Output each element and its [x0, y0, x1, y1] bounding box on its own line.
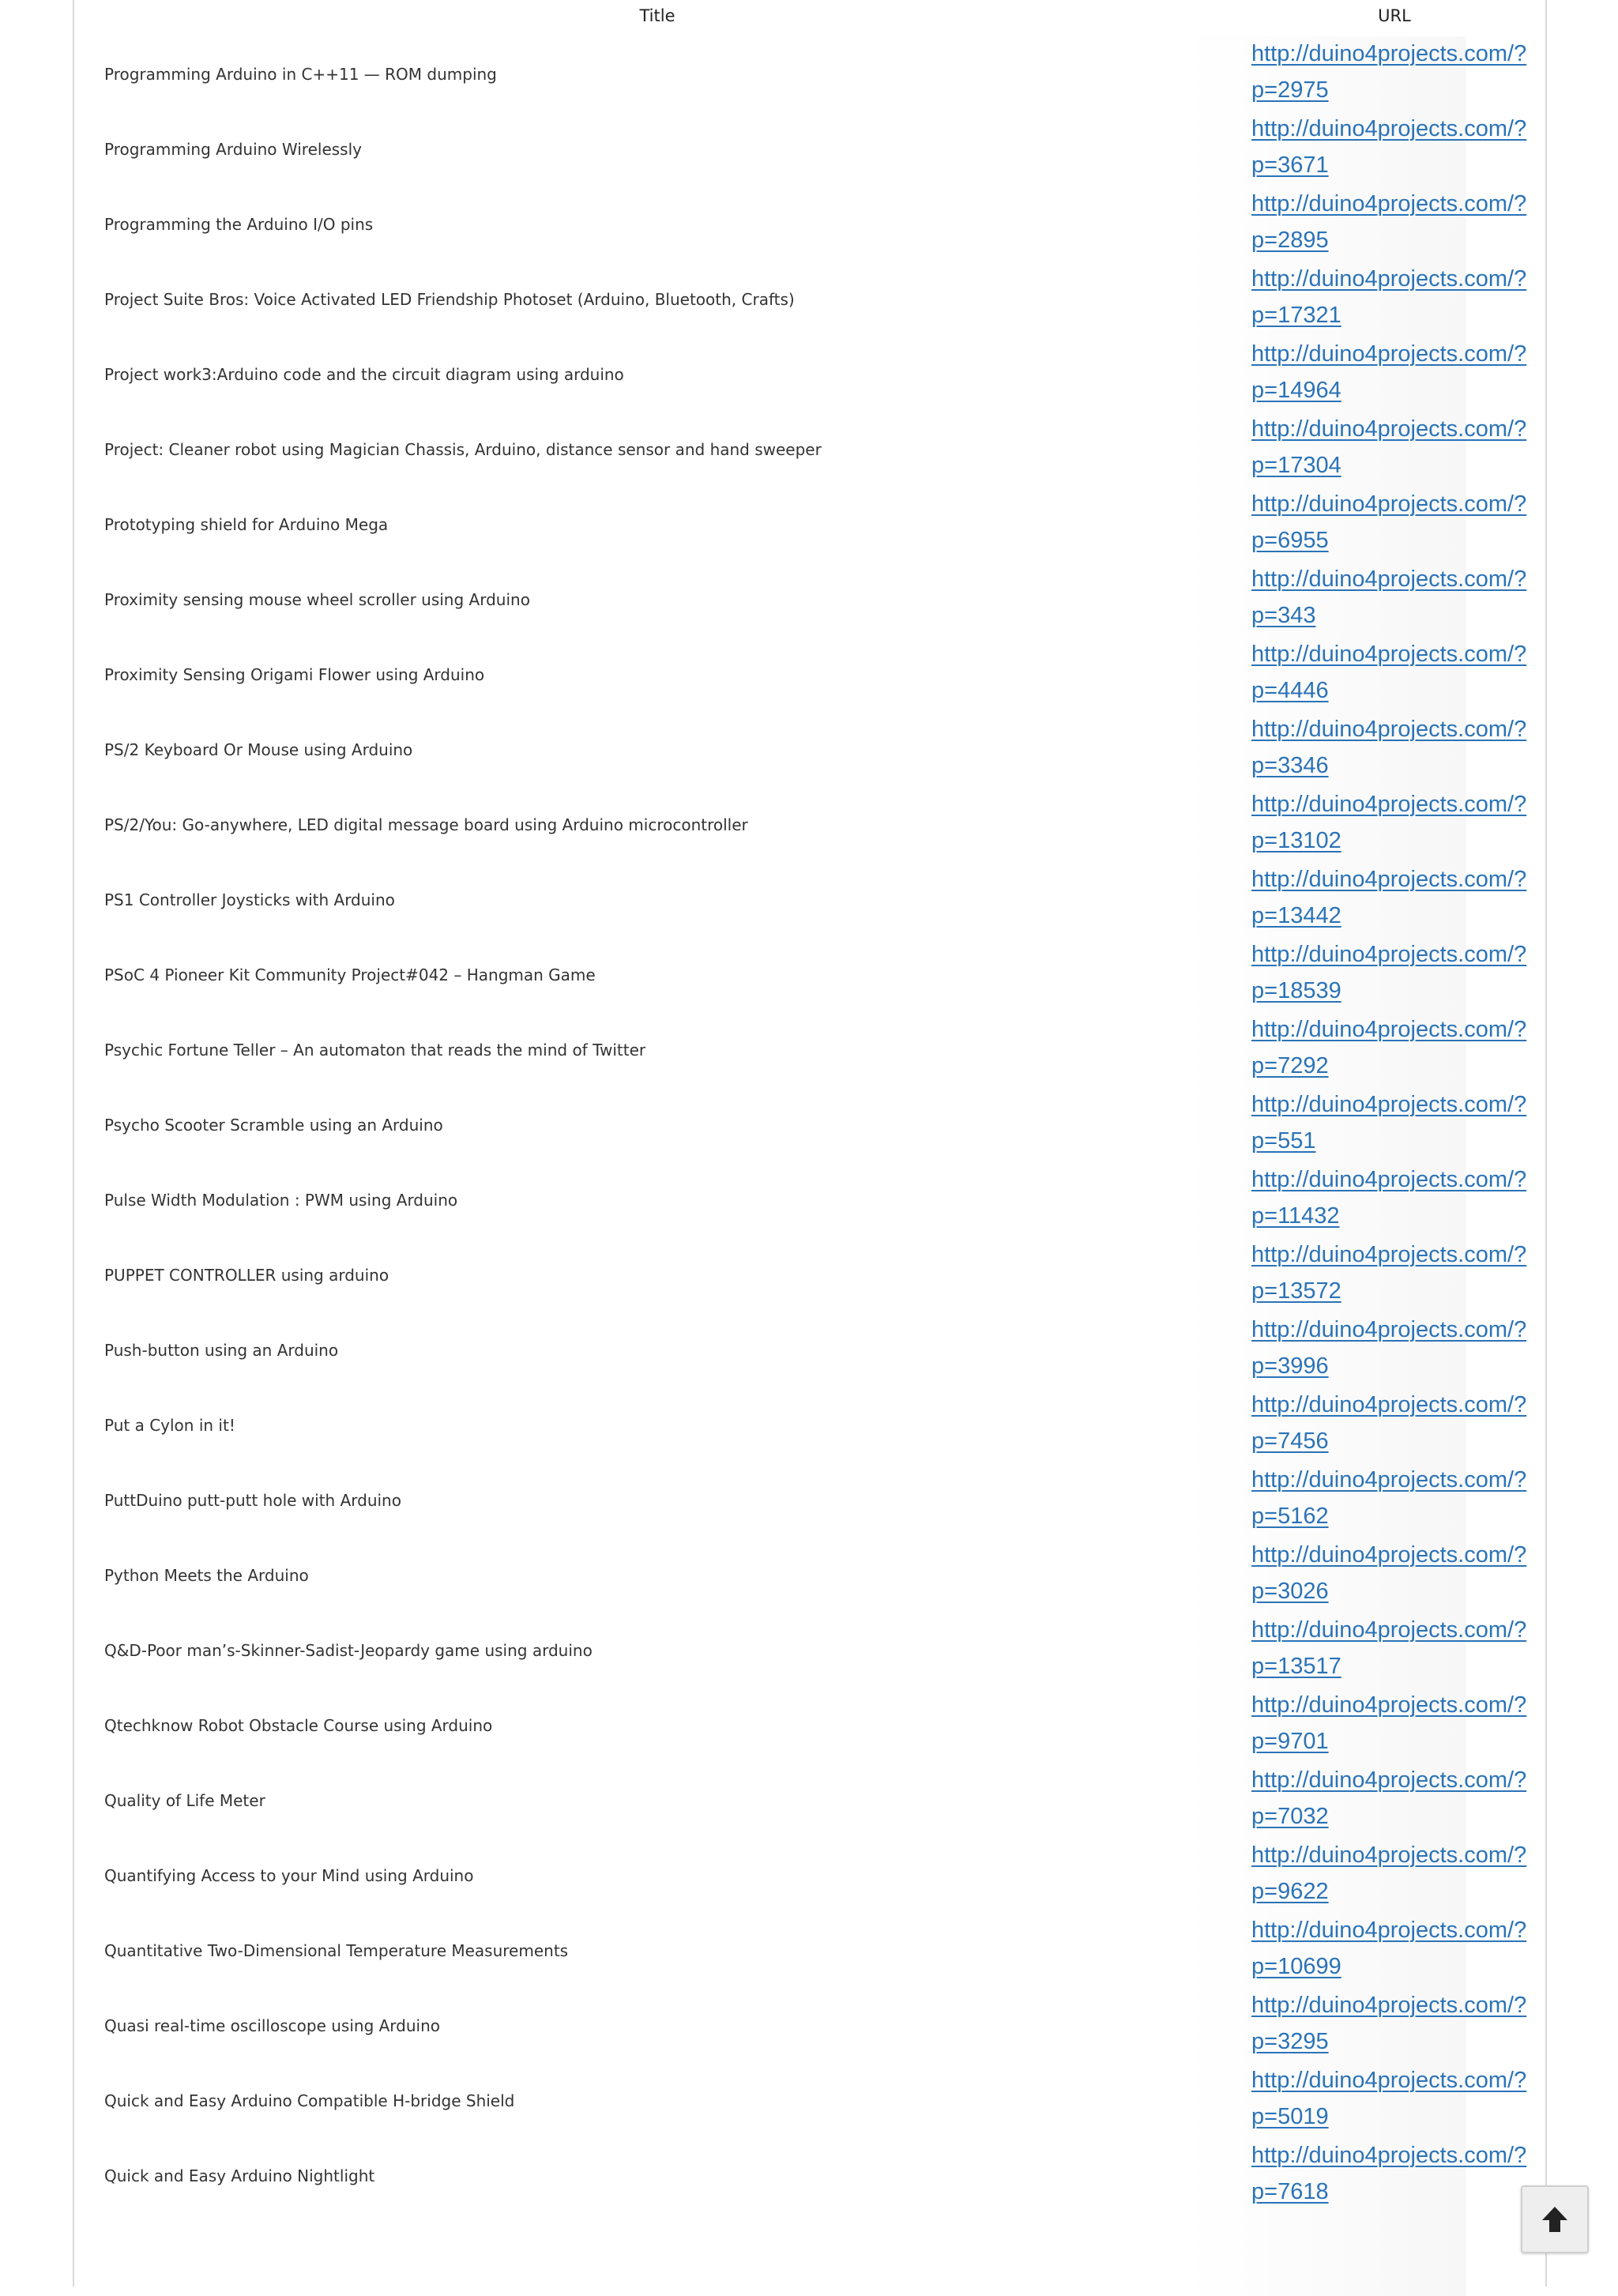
table-row — [73, 937, 1547, 1012]
project-url-line-1: http://duino4projects.com/? — [1251, 266, 1527, 292]
project-url-line-1: http://duino4projects.com/? — [1251, 792, 1527, 817]
project-title: Project Suite Bros: Voice Activated LED Friendship Photoset (Arduino, Bluetooth, Crafts) — [104, 289, 795, 309]
project-url-link[interactable] — [1251, 636, 1547, 709]
project-url-link[interactable] — [1251, 1161, 1547, 1234]
table-row — [73, 111, 1547, 186]
project-url-cell — [1242, 337, 1547, 412]
project-url-line-2: p=7456 — [1251, 1428, 1329, 1454]
project-url-line-2: p=3996 — [1251, 1353, 1329, 1379]
project-url-cell — [1242, 1462, 1547, 1538]
project-url-cell — [1242, 262, 1547, 337]
table-row — [73, 2063, 1547, 2138]
project-url-cell — [1242, 787, 1547, 862]
project-title: Quick and Easy Arduino Compatible H-bridge Shield — [104, 2091, 515, 2110]
project-url-line-2: p=13517 — [1251, 1654, 1341, 1679]
project-url-line-2: p=7292 — [1251, 1053, 1329, 1078]
project-title: Programming Arduino Wirelessly — [104, 139, 362, 159]
project-url-link[interactable] — [1251, 2062, 1547, 2135]
project-url-line-1: http://duino4projects.com/? — [1251, 1918, 1527, 1943]
project-url-link[interactable] — [1251, 861, 1547, 934]
project-url-line-1: http://duino4projects.com/? — [1251, 942, 1527, 967]
project-url-cell — [1242, 1312, 1547, 1387]
project-title: Put a Cylon in it! — [104, 1415, 235, 1435]
project-url-link[interactable] — [1251, 1537, 1547, 1609]
project-url-line-2: p=343 — [1251, 603, 1316, 628]
project-url-link[interactable] — [1251, 1387, 1547, 1459]
project-title: PS1 Controller Joysticks with Arduino — [104, 890, 395, 909]
project-url-link[interactable] — [1251, 1912, 1547, 1985]
project-url-link[interactable] — [1251, 561, 1547, 634]
project-url-line-2: p=13442 — [1251, 903, 1341, 928]
project-title: Quantitative Two-Dimensional Temperature Measurements — [104, 1940, 569, 1960]
project-title: PSoC 4 Pioneer Kit Community Project#042 – Hangman Game — [104, 965, 596, 984]
project-url-cell — [1242, 2138, 1547, 2213]
project-url-line-2: p=5019 — [1251, 2104, 1329, 2129]
project-url-cell — [1242, 862, 1547, 937]
project-url-cell — [1242, 1763, 1547, 1838]
table-row — [73, 712, 1547, 787]
project-url-cell — [1242, 1988, 1547, 2063]
project-url-line-2: p=2895 — [1251, 228, 1329, 253]
project-title: Prototyping shield for Arduino Mega — [104, 514, 389, 534]
project-title: PS/2/You: Go-anywhere, LED digital message board using Arduino microcontroller — [104, 815, 748, 834]
table-row — [73, 1312, 1547, 1387]
table-row — [73, 487, 1547, 562]
table-row — [73, 1387, 1547, 1462]
table-header-row — [73, 0, 1547, 36]
project-url-cell — [1242, 637, 1547, 712]
project-url-line-2: p=9701 — [1251, 1729, 1329, 1754]
project-url-line-2: p=17321 — [1251, 303, 1341, 328]
project-title: Q&D-Poor man’s-Skinner-Sadist-Jeopardy game using arduino — [104, 1640, 593, 1660]
table-row — [73, 262, 1547, 337]
column-header-title: Title — [639, 6, 675, 25]
project-url-line-1: http://duino4projects.com/? — [1251, 2068, 1527, 2093]
table-row — [73, 1012, 1547, 1087]
project-url-link[interactable] — [1251, 186, 1547, 258]
project-title: Proximity Sensing Origami Flower using Arduino — [104, 664, 485, 684]
project-url-line-2: p=551 — [1251, 1128, 1316, 1154]
project-url-cell — [1242, 2063, 1547, 2138]
project-url-cell — [1242, 1087, 1547, 1162]
project-url-link[interactable] — [1251, 411, 1547, 484]
project-url-cell — [1242, 111, 1547, 186]
project-url-link[interactable] — [1251, 1762, 1547, 1835]
project-url-line-2: p=7618 — [1251, 2179, 1329, 2204]
project-url-link[interactable] — [1251, 1687, 1547, 1760]
project-url-line-1: http://duino4projects.com/? — [1251, 717, 1527, 742]
project-title: Project work3:Arduino code and the circuit diagram using arduino — [104, 364, 624, 384]
project-url-line-2: p=3026 — [1251, 1579, 1329, 1604]
project-url-line-1: http://duino4projects.com/? — [1251, 566, 1527, 592]
project-url-cell — [1242, 1538, 1547, 1613]
column-header-url: URL — [1378, 6, 1411, 25]
project-url-line-1: http://duino4projects.com/? — [1251, 41, 1527, 66]
project-title: Pulse Width Modulation : PWM using Arduino — [104, 1190, 458, 1210]
project-url-cell — [1242, 1688, 1547, 1763]
project-url-line-1: http://duino4projects.com/? — [1251, 116, 1527, 141]
project-url-cell — [1242, 1913, 1547, 1988]
project-url-link[interactable] — [1251, 1312, 1547, 1384]
project-url-link[interactable] — [1251, 261, 1547, 333]
project-url-line-1: http://duino4projects.com/? — [1251, 1242, 1527, 1267]
project-url-link[interactable] — [1251, 936, 1547, 1009]
project-title: PUPPET CONTROLLER using arduino — [104, 1265, 389, 1285]
table-row — [73, 1838, 1547, 1913]
project-title: Psycho Scooter Scramble using an Arduino — [104, 1115, 443, 1135]
project-title: Qtechknow Robot Obstacle Course using Arduino — [104, 1715, 493, 1735]
table-row — [73, 2138, 1547, 2213]
project-url-link[interactable] — [1251, 36, 1547, 108]
project-url-line-2: p=2975 — [1251, 77, 1329, 103]
table-row — [73, 787, 1547, 862]
project-url-line-2: p=11432 — [1251, 1203, 1340, 1229]
table-row — [73, 1237, 1547, 1312]
project-url-line-1: http://duino4projects.com/? — [1251, 1467, 1527, 1492]
project-url-line-1: http://duino4projects.com/? — [1251, 1993, 1527, 2018]
project-title: Proximity sensing mouse wheel scroller using Arduino — [104, 589, 530, 609]
project-title: PS/2 Keyboard Or Mouse using Arduino — [104, 740, 413, 759]
project-url-cell — [1242, 562, 1547, 637]
project-url-cell — [1242, 712, 1547, 787]
project-url-line-1: http://duino4projects.com/? — [1251, 2143, 1527, 2168]
project-title: Quality of Life Meter — [104, 1790, 265, 1810]
project-url-line-1: http://duino4projects.com/? — [1251, 1692, 1527, 1718]
project-url-link[interactable] — [1251, 1462, 1547, 1534]
project-url-line-1: http://duino4projects.com/? — [1251, 191, 1527, 216]
project-url-line-2: p=9622 — [1251, 1879, 1329, 1904]
project-url-line-1: http://duino4projects.com/? — [1251, 1542, 1527, 1568]
table-row — [73, 637, 1547, 712]
table-row — [73, 1538, 1547, 1613]
project-url-link[interactable] — [1251, 1837, 1547, 1910]
table-row — [73, 186, 1547, 262]
project-title: Programming the Arduino I/O pins — [104, 214, 374, 234]
project-url-line-1: http://duino4projects.com/? — [1251, 1092, 1527, 1117]
project-url-line-2: p=5162 — [1251, 1504, 1329, 1529]
project-url-cell — [1242, 1838, 1547, 1913]
project-url-link[interactable] — [1251, 1236, 1547, 1309]
project-url-line-1: http://duino4projects.com/? — [1251, 1617, 1527, 1643]
table-row — [73, 1988, 1547, 2063]
project-title: Programming Arduino in C++11 — ROM dumping — [104, 64, 497, 84]
project-url-cell — [1242, 186, 1547, 262]
project-url-cell — [1242, 1162, 1547, 1237]
arrow-up-icon — [1539, 2204, 1571, 2235]
table-row — [73, 1763, 1547, 1838]
project-url-line-2: p=3346 — [1251, 753, 1329, 778]
project-url-link[interactable] — [1251, 1011, 1547, 1084]
project-url-cell — [1242, 1012, 1547, 1087]
project-url-line-1: http://duino4projects.com/? — [1251, 341, 1527, 367]
table-row — [73, 337, 1547, 412]
project-url-line-1: http://duino4projects.com/? — [1251, 1317, 1527, 1342]
project-url-line-2: p=4446 — [1251, 678, 1329, 703]
table-row — [73, 1913, 1547, 1988]
project-url-line-2: p=17304 — [1251, 453, 1341, 478]
project-url-cell — [1242, 1387, 1547, 1462]
project-url-line-2: p=13102 — [1251, 828, 1341, 853]
project-url-line-2: p=13572 — [1251, 1278, 1341, 1304]
project-url-line-1: http://duino4projects.com/? — [1251, 491, 1527, 517]
table-row — [73, 412, 1547, 487]
project-url-link[interactable] — [1251, 111, 1547, 183]
table-row — [73, 1613, 1547, 1688]
project-title: PuttDuino putt-putt hole with Arduino — [104, 1490, 401, 1510]
project-url-link[interactable] — [1251, 1612, 1547, 1684]
table-row — [73, 1688, 1547, 1763]
project-url-line-2: p=18539 — [1251, 978, 1341, 1003]
project-url-link[interactable] — [1251, 336, 1547, 408]
table-row — [73, 1462, 1547, 1538]
project-title: Quasi real-time oscilloscope using Arduino — [104, 2016, 441, 2035]
project-title: Quick and Easy Arduino Nightlight — [104, 2166, 375, 2185]
project-url-line-1: http://duino4projects.com/? — [1251, 1392, 1527, 1417]
project-url-link[interactable] — [1251, 1086, 1547, 1159]
project-url-line-1: http://duino4projects.com/? — [1251, 416, 1527, 442]
project-url-link[interactable] — [1251, 486, 1547, 559]
project-url-cell — [1242, 1613, 1547, 1688]
project-url-line-1: http://duino4projects.com/? — [1251, 1842, 1527, 1868]
project-url-cell — [1242, 937, 1547, 1012]
project-url-cell — [1242, 412, 1547, 487]
table-row — [73, 862, 1547, 937]
project-title: Push-button using an Arduino — [104, 1340, 339, 1360]
table-row — [73, 1162, 1547, 1237]
project-title: Quantifying Access to your Mind using Arduino — [104, 1865, 474, 1885]
table-row — [73, 562, 1547, 637]
project-url-line-2: p=10699 — [1251, 1954, 1341, 1979]
project-url-link[interactable] — [1251, 786, 1547, 859]
table-body — [73, 36, 1547, 2213]
table-row — [73, 36, 1547, 111]
project-url-line-2: p=6955 — [1251, 528, 1329, 553]
project-url-cell — [1242, 1237, 1547, 1312]
project-url-line-1: http://duino4projects.com/? — [1251, 1167, 1527, 1192]
project-title: Psychic Fortune Teller – An automaton that reads the mind of Twitter — [104, 1040, 646, 1060]
project-url-link[interactable] — [1251, 2137, 1547, 2210]
project-url-line-2: p=14964 — [1251, 378, 1341, 403]
project-url-link[interactable] — [1251, 1987, 1547, 2060]
project-url-line-1: http://duino4projects.com/? — [1251, 1767, 1527, 1793]
project-url-line-2: p=3295 — [1251, 2029, 1329, 2054]
project-url-cell — [1242, 487, 1547, 562]
table-row — [73, 1087, 1547, 1162]
project-url-line-2: p=3671 — [1251, 152, 1329, 178]
project-url-line-1: http://duino4projects.com/? — [1251, 867, 1527, 892]
project-url-line-2: p=7032 — [1251, 1804, 1329, 1829]
project-title: Project: Cleaner robot using Magician Chassis, Arduino, distance sensor and hand sweeper — [104, 439, 822, 459]
back-to-top-button[interactable] — [1521, 2185, 1589, 2253]
project-url-line-1: http://duino4projects.com/? — [1251, 1017, 1527, 1042]
projects-table — [73, 0, 1547, 2213]
project-url-cell — [1242, 36, 1547, 111]
project-url-line-1: http://duino4projects.com/? — [1251, 642, 1527, 667]
project-url-link[interactable] — [1251, 711, 1547, 784]
project-title: Python Meets the Arduino — [104, 1565, 309, 1585]
